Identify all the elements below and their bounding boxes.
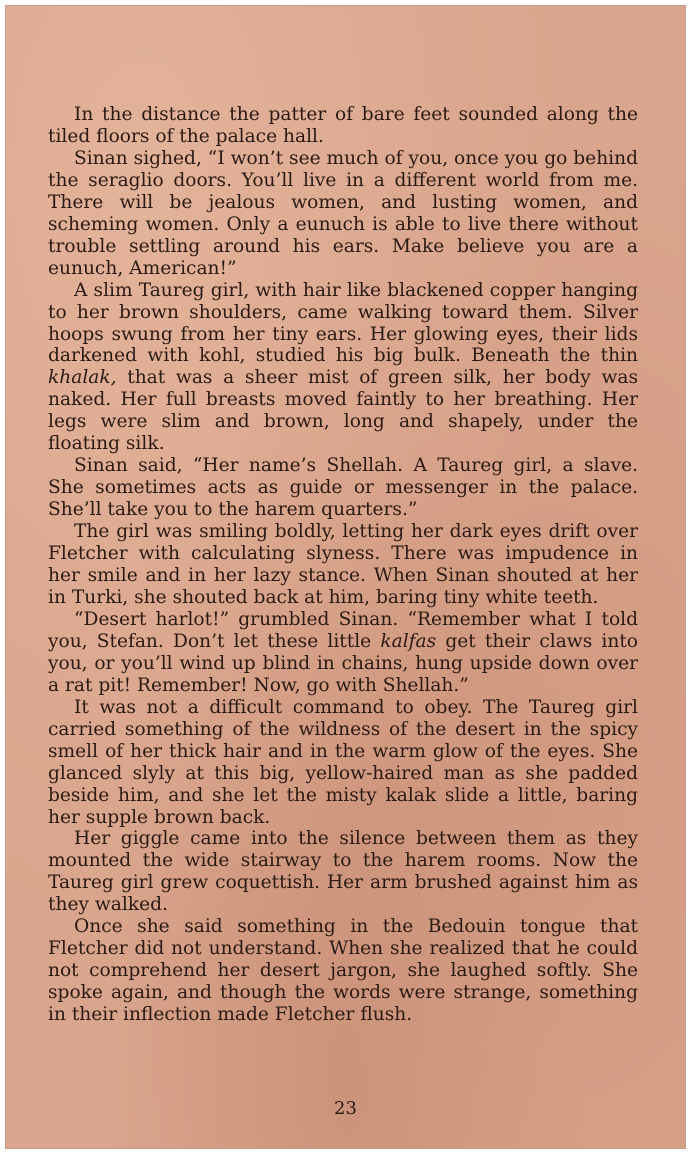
paragraph-text: In the distance the patter of bare feet sounded along the tiled floors of the palace hall. — [48, 104, 638, 147]
paragraph-6 — [48, 609, 638, 697]
paragraph-1 — [48, 104, 638, 148]
paragraph-text: Her giggle came into the silence between them as they mounted the wide stairway to the harem rooms. Now the Taureg girl grew coquettish. Her arm brushed against him as they walked. — [48, 828, 638, 916]
italic-word-khalak: khalak, — [48, 367, 117, 389]
paragraph-text: Sinan sighed, “I won’t see much of you, once you go behind the seraglio doors. You’ll live in a different world from me. There will be jealous women, and lusting women, and scheming women. Only a eunuch is able to live there without trouble settling around his ears. Make believe you are a eunuch, American!” — [48, 147, 638, 279]
paragraph-text: A slim Taureg girl, with hair like blackened copper hanging to her brown shoulders, came walking toward them. Silver hoops swung from her tiny ears. Her glowing eyes, their lids darkened with kohl, studied his big bulk. Beneath the thin — [48, 279, 638, 367]
book-page — [6, 6, 685, 1148]
page-number: 23 — [334, 1098, 357, 1119]
paragraph-2 — [48, 148, 638, 280]
paragraph-text: Once she said something in the Bedouin tongue that Fletcher did not understand. When she realized that he could not comprehend her desert jargon, she laughed softly. She spoke again, and though the words were strange, something in their inflection made Fletcher flush. — [48, 916, 638, 1026]
paragraph-3 — [48, 280, 638, 456]
paragraph-4 — [48, 455, 638, 521]
paragraph-text: The girl was smiling boldly, letting her dark eyes drift over Fletcher with calculating slyness. There was impudence in her smile and in her lazy stance. When Sinan shouted at her in Turki, she shouted back at him, baring tiny white teeth. — [48, 521, 638, 608]
paragraph-7 — [48, 697, 638, 829]
paragraph-8 — [48, 828, 638, 916]
paragraph-text: “Desert harlot!” grumbled Sinan. “Remember what I told you, Stefan. Don’t let these little — [48, 608, 638, 652]
paragraph-text: It was not a difficult command to obey. The Taureg girl carried something of the wildness of the desert in the spicy smell of her thick hair and in the warm glow of the eyes. She glanced slyly at this big, yellow-haired man as she padded beside him, and she let the misty kalak slide a little, baring her supple brown back. — [48, 696, 638, 828]
paragraph-text: get their claws into you, or you’ll wind up blind in chains, hung upside down over a rat pit! Remember! Now, go with Shellah.” — [48, 630, 638, 696]
paragraph-5 — [48, 521, 638, 609]
paragraph-text: that was a sheer mist of green silk, her body was naked. Her full breasts moved faintly to her breathing. Her legs were slim and brown, long and shapely, under the floating silk. — [48, 367, 638, 455]
italic-word-kalfas: kalfas — [380, 630, 437, 652]
body-text — [48, 104, 638, 1026]
paragraph-9 — [48, 916, 638, 1026]
paragraph-text: Sinan said, “Her name’s Shellah. A Taureg girl, a slave. She sometimes acts as guide or messenger in the palace. She’ll take you to the harem quarters.” — [48, 455, 638, 521]
